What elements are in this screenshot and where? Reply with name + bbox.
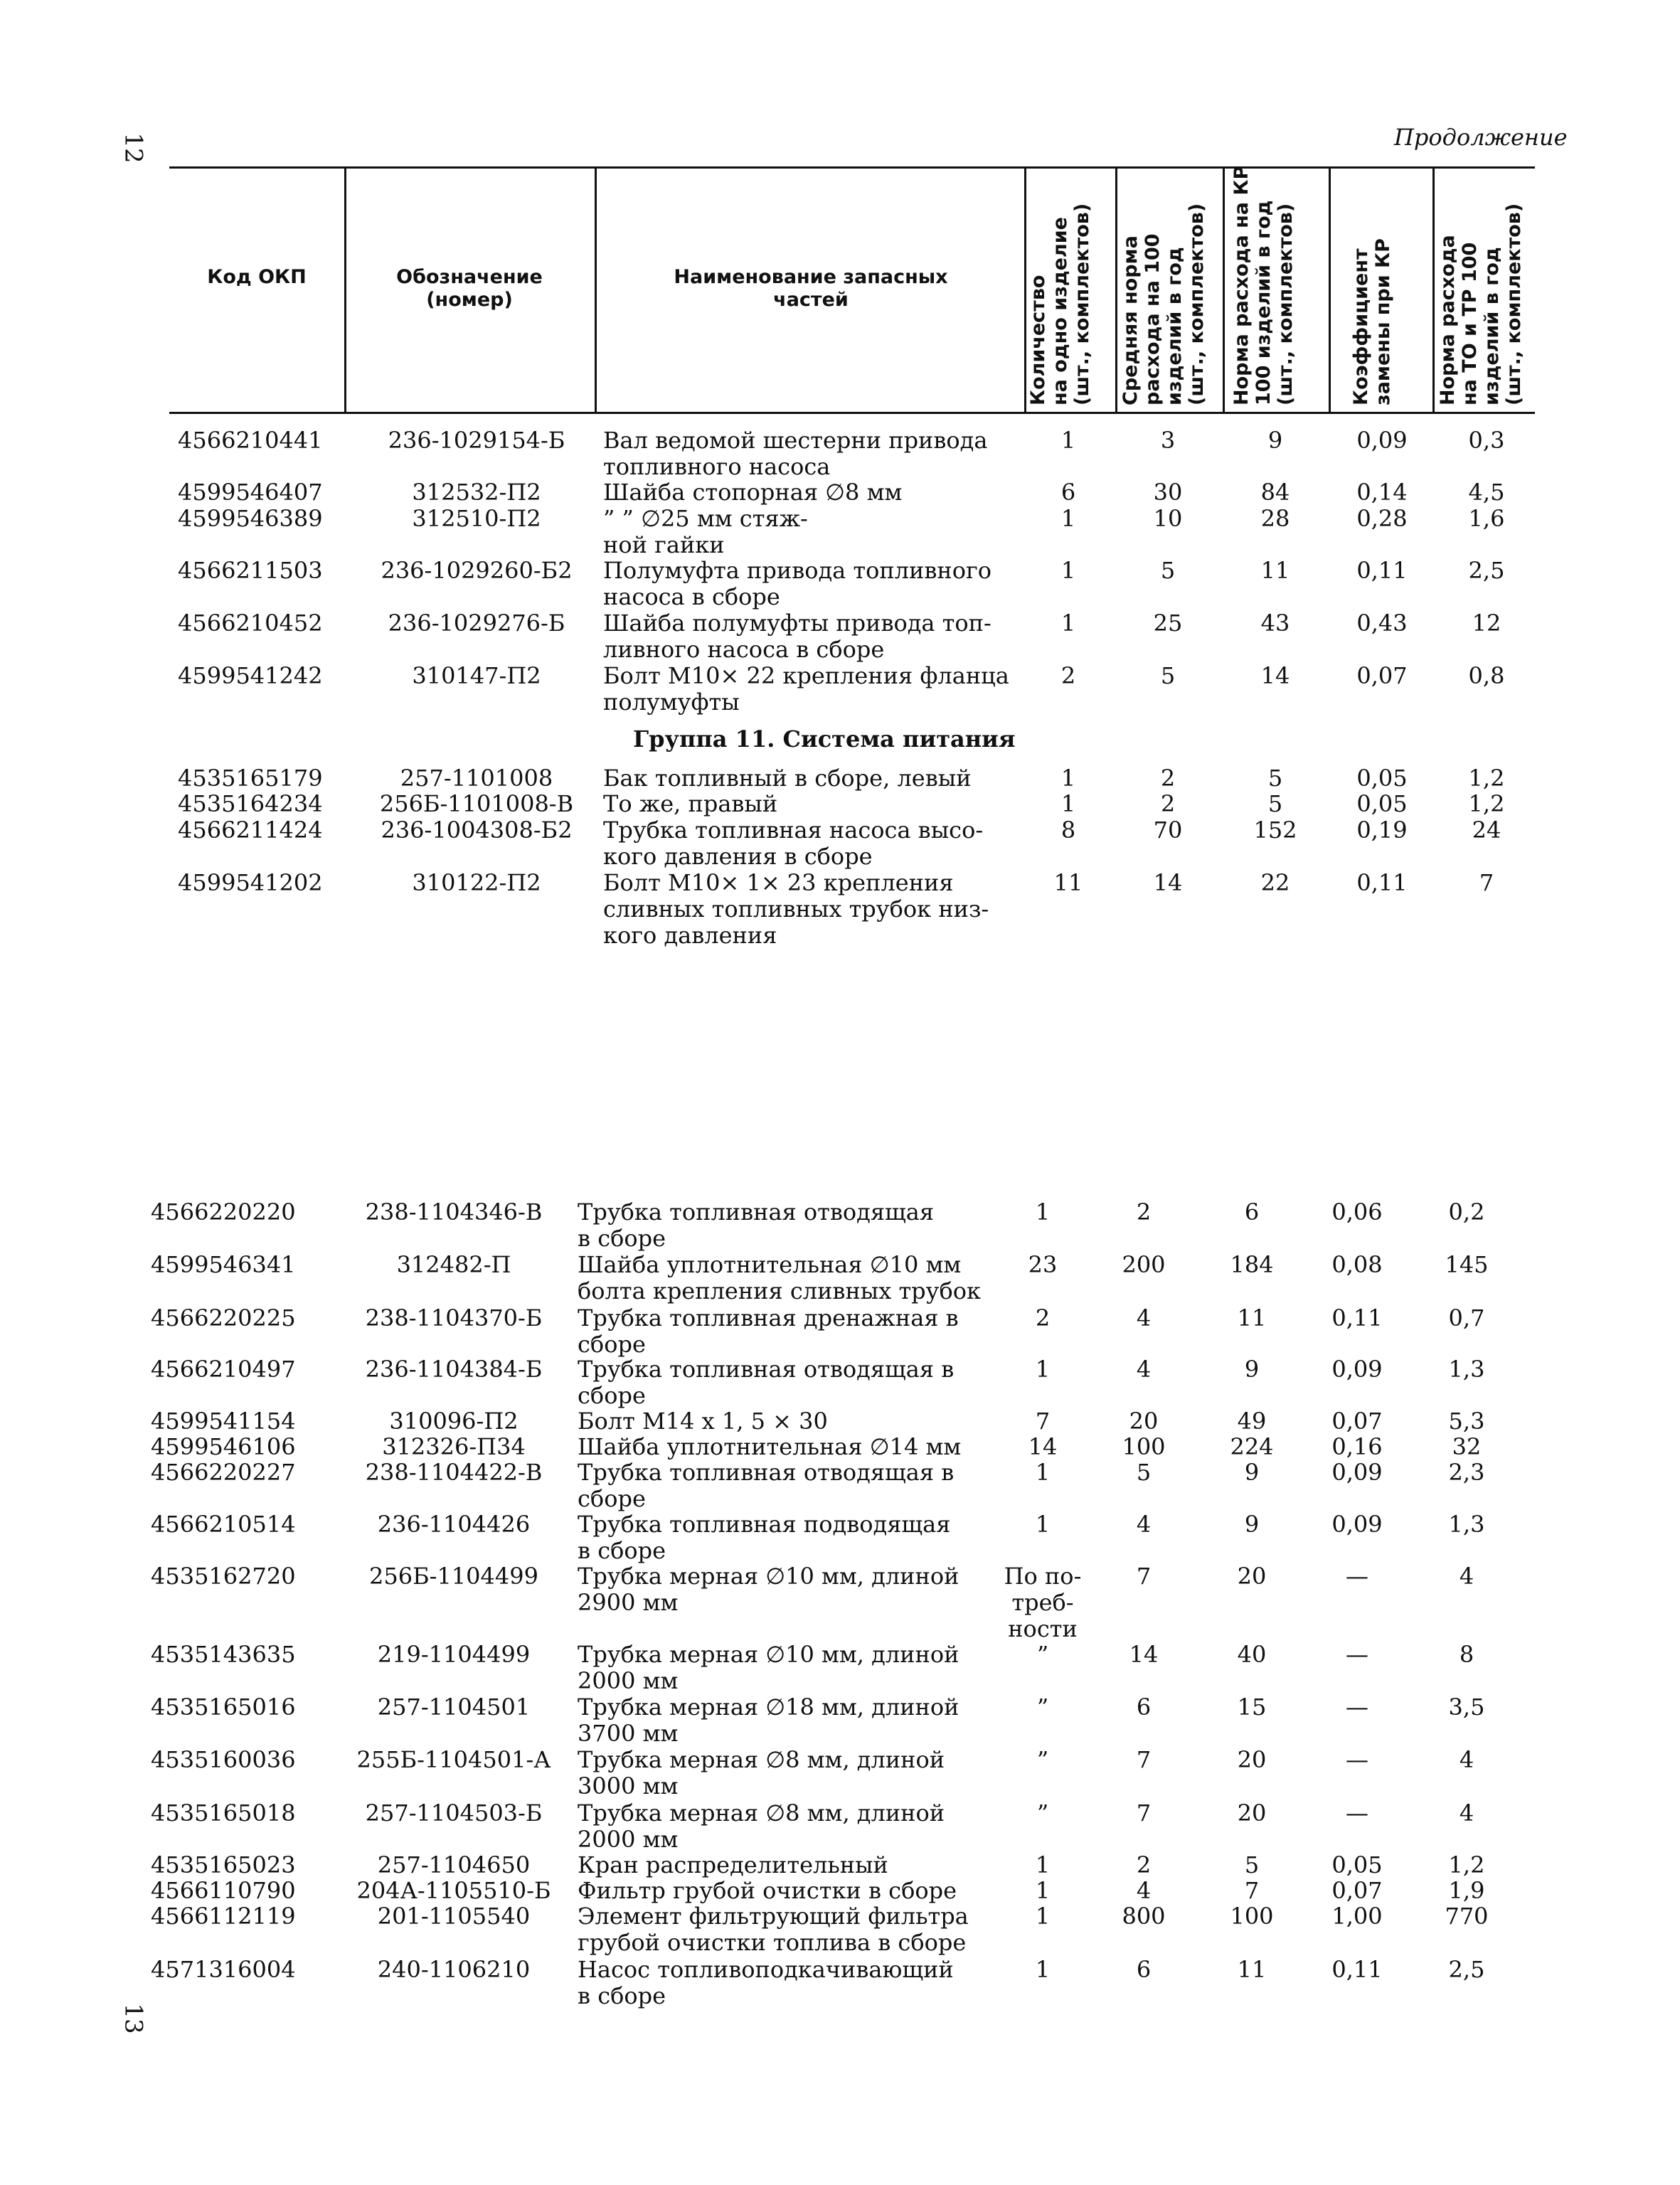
- header-line: (шт., комплектов): [1186, 203, 1208, 405]
- qty-per-unit: 1: [1060, 610, 1076, 637]
- part-name-line: 2000 мм: [578, 1667, 679, 1694]
- part-designation: 204А-1105510-Б: [356, 1877, 551, 1904]
- replace-coef: —: [1346, 1563, 1368, 1590]
- part-name-line: Насос топливоподкачивающий: [578, 1956, 954, 1983]
- kr-norm: 40: [1237, 1641, 1267, 1668]
- kr-norm: 184: [1230, 1251, 1274, 1278]
- to-norm: 0,7: [1448, 1304, 1485, 1331]
- avg-norm: 7: [1136, 1563, 1152, 1590]
- header-line: Норма расхода: [1437, 235, 1459, 405]
- part-name-line: сборе: [578, 1485, 646, 1512]
- part-name-line: сборе: [578, 1382, 646, 1409]
- part-designation: 257-1104501: [377, 1694, 531, 1721]
- okp-code: 4566112119: [151, 1903, 296, 1930]
- avg-norm: 4: [1136, 1511, 1152, 1538]
- kr-norm: 28: [1260, 505, 1290, 532]
- part-designation: 257-1104503-Б: [365, 1799, 543, 1827]
- replace-coef: 0,09: [1331, 1511, 1383, 1538]
- avg-norm: 5: [1136, 1459, 1152, 1486]
- qty-per-unit: 1: [1060, 557, 1076, 584]
- replace-coef: 0,11: [1331, 1304, 1383, 1331]
- header-kr: [1230, 166, 1297, 405]
- replace-coef: 0,11: [1356, 557, 1408, 584]
- page-number-bottom: 13: [119, 2003, 148, 2034]
- kr-norm: 49: [1237, 1408, 1267, 1435]
- qty-per-unit: 1: [1060, 790, 1076, 817]
- replace-coef: 0,05: [1331, 1851, 1383, 1878]
- to-norm: 1,2: [1448, 1851, 1485, 1878]
- avg-norm: 7: [1136, 1799, 1152, 1827]
- qty-per-unit: 1: [1035, 1511, 1051, 1538]
- header-line: 100 изделий в год: [1253, 200, 1275, 405]
- part-name-line: Шайба стопорная ∅8 мм: [603, 479, 903, 506]
- qty-per-unit: По по-: [1004, 1563, 1082, 1590]
- header-line: замены при КР: [1372, 238, 1394, 405]
- part-name-line: кого давления в сборе: [603, 843, 873, 870]
- avg-norm: 25: [1153, 610, 1183, 637]
- part-name-line: Вал ведомой шестерни привода: [603, 427, 988, 454]
- header-line: расхода на 100: [1142, 233, 1164, 405]
- kr-norm: 152: [1253, 817, 1297, 844]
- header-line: Коэффициент: [1350, 248, 1372, 405]
- to-norm: 5,3: [1448, 1408, 1485, 1435]
- part-name-line: топливного насоса: [603, 453, 831, 480]
- kr-norm: 11: [1237, 1956, 1267, 1983]
- to-norm: 3,5: [1448, 1694, 1485, 1721]
- part-name-line: полумуфты: [603, 689, 740, 716]
- qty-per-unit: ности: [1008, 1615, 1078, 1642]
- part-name-line: Шайба уплотнительная ∅10 мм: [578, 1251, 962, 1278]
- okp-code: 4599541242: [178, 662, 323, 689]
- replace-coef: 0,07: [1331, 1408, 1383, 1435]
- col-divider: [595, 166, 597, 414]
- to-norm: 0,2: [1448, 1198, 1485, 1226]
- avg-norm: 5: [1160, 557, 1176, 584]
- part-name-line: Болт М10× 22 крепления фланца: [603, 662, 1009, 689]
- qty-per-unit: 7: [1035, 1408, 1051, 1435]
- avg-norm: 200: [1122, 1251, 1166, 1278]
- to-norm: 2,5: [1448, 1956, 1485, 1983]
- qty-per-unit: 6: [1060, 479, 1076, 506]
- to-norm: 145: [1445, 1251, 1489, 1278]
- part-name-line: Трубка мерная ∅8 мм, длиной: [578, 1799, 945, 1827]
- replace-coef: 0,28: [1356, 505, 1408, 532]
- part-designation: 236-1104384-Б: [365, 1356, 543, 1383]
- part-name-line: Трубка мерная ∅8 мм, длиной: [578, 1746, 945, 1773]
- kr-norm: 9: [1244, 1356, 1260, 1383]
- avg-norm: 14: [1129, 1641, 1159, 1668]
- to-norm: 0,8: [1468, 662, 1505, 689]
- part-name-line: в сборе: [578, 1982, 666, 2009]
- to-norm: 1,3: [1448, 1356, 1485, 1383]
- to-norm: 1,2: [1468, 790, 1505, 817]
- part-designation: 310122-П2: [412, 869, 541, 896]
- header-line: Норма расхода на КР: [1230, 165, 1253, 405]
- part-designation: 236-1029276-Б: [388, 610, 565, 637]
- replace-coef: 0,05: [1356, 790, 1408, 817]
- qty-per-unit: 1: [1035, 1877, 1051, 1904]
- kr-norm: 5: [1244, 1851, 1260, 1878]
- qty-per-unit: треб-: [1011, 1589, 1074, 1616]
- part-name-line: 3000 мм: [578, 1772, 679, 1799]
- to-norm: 2,5: [1468, 557, 1505, 584]
- qty-per-unit: ”: [1036, 1694, 1049, 1721]
- qty-per-unit: 1: [1035, 1198, 1051, 1226]
- qty-per-unit: ”: [1036, 1641, 1049, 1668]
- part-designation: 312326-П34: [382, 1433, 526, 1460]
- part-designation: 257-1104650: [377, 1851, 531, 1878]
- to-norm: 8: [1459, 1641, 1474, 1668]
- part-name-line: Трубка мерная ∅18 мм, длиной: [578, 1694, 959, 1721]
- kr-norm: 11: [1260, 557, 1290, 584]
- qty-per-unit: ”: [1036, 1799, 1049, 1827]
- part-designation: 238-1104370-Б: [365, 1304, 543, 1331]
- part-name-line: Полумуфта привода топливного: [603, 557, 992, 584]
- part-name-line: Трубка мерная ∅10 мм, длиной: [578, 1641, 959, 1668]
- replace-coef: 1,00: [1331, 1903, 1383, 1930]
- to-norm: 1,9: [1448, 1877, 1485, 1904]
- to-norm: 0,3: [1468, 427, 1505, 454]
- part-name-line: ” ” ∅25 мм стяж-: [603, 505, 808, 532]
- qty-per-unit: 14: [1028, 1433, 1058, 1460]
- to-norm: 7: [1479, 869, 1494, 896]
- okp-code: 4599546407: [178, 479, 323, 506]
- part-designation: 257-1101008: [400, 765, 553, 792]
- header-line: изделий в год: [1164, 247, 1186, 405]
- kr-norm: 22: [1260, 869, 1290, 896]
- part-designation: 312532-П2: [412, 479, 541, 506]
- okp-code: 4535165179: [178, 765, 323, 792]
- avg-norm: 4: [1136, 1356, 1152, 1383]
- header-line: на ТО и ТР 100: [1459, 242, 1481, 405]
- avg-norm: 100: [1122, 1433, 1166, 1460]
- okp-code: 4566110790: [151, 1877, 296, 1904]
- kr-norm: 11: [1237, 1304, 1267, 1331]
- avg-norm: 3: [1160, 427, 1176, 454]
- part-name-line: 2900 мм: [578, 1589, 679, 1616]
- part-name-line: Болт М10× 1× 23 крепления: [603, 869, 954, 896]
- col-divider: [1115, 166, 1117, 414]
- okp-code: 4535165018: [151, 1799, 296, 1827]
- part-designation: 238-1104422-В: [365, 1459, 543, 1486]
- kr-norm: 9: [1267, 427, 1283, 454]
- avg-norm: 5: [1160, 662, 1176, 689]
- qty-per-unit: 1: [1060, 427, 1076, 454]
- part-name-line: Кран распределительный: [578, 1851, 888, 1878]
- okp-code: 4535160036: [151, 1746, 296, 1773]
- part-designation: 255Б-1104501-А: [356, 1746, 551, 1773]
- part-name-line: Трубка топливная подводящая: [578, 1511, 951, 1538]
- okp-code: 4571316004: [151, 1956, 296, 1983]
- header-coef: [1350, 238, 1394, 405]
- part-designation: 256Б-1104499: [369, 1563, 538, 1590]
- part-designation: 256Б-1101008-В: [379, 790, 574, 817]
- okp-code: 4566211503: [178, 557, 323, 584]
- replace-coef: 0,07: [1356, 662, 1408, 689]
- okp-code: 4599541202: [178, 869, 323, 896]
- avg-norm: 2: [1160, 765, 1176, 792]
- qty-per-unit: 23: [1028, 1251, 1058, 1278]
- okp-code: 4535162720: [151, 1563, 296, 1590]
- avg-norm: 14: [1153, 869, 1183, 896]
- header-qty: [1027, 203, 1093, 405]
- col-divider: [1432, 166, 1435, 414]
- qty-per-unit: 1: [1060, 505, 1076, 532]
- avg-norm: 10: [1153, 505, 1183, 532]
- to-norm: 12: [1472, 610, 1501, 637]
- avg-norm: 30: [1153, 479, 1183, 506]
- kr-norm: 20: [1237, 1746, 1267, 1773]
- to-norm: 4: [1459, 1746, 1474, 1773]
- okp-code: 4566220227: [151, 1459, 296, 1486]
- to-norm: 32: [1452, 1433, 1482, 1460]
- group-title: Группа 11. Система питания: [633, 725, 1016, 753]
- replace-coef: 0,05: [1356, 765, 1408, 792]
- header-line: (шт., комплектов): [1071, 203, 1093, 405]
- avg-norm: 4: [1136, 1877, 1152, 1904]
- avg-norm: 2: [1136, 1198, 1152, 1226]
- part-designation: 236-1029154-Б: [388, 427, 565, 454]
- part-name-line: кого давления: [603, 922, 777, 949]
- part-name-line: 2000 мм: [578, 1826, 679, 1853]
- okp-code: 4535165016: [151, 1694, 296, 1721]
- okp-code: 4599541154: [151, 1408, 296, 1435]
- replace-coef: 0,09: [1331, 1356, 1383, 1383]
- kr-norm: 14: [1260, 662, 1290, 689]
- header-line: изделий в год: [1481, 247, 1503, 405]
- to-norm: 4: [1459, 1799, 1474, 1827]
- qty-per-unit: 1: [1060, 765, 1076, 792]
- part-name-line: Шайба полумуфты привода топ-: [603, 610, 991, 637]
- okp-code: 4599546389: [178, 505, 323, 532]
- part-name-line: 3700 мм: [578, 1720, 679, 1747]
- part-name-line: сборе: [578, 1331, 646, 1358]
- avg-norm: 7: [1136, 1746, 1152, 1773]
- kr-norm: 43: [1260, 610, 1290, 637]
- to-norm: 770: [1445, 1903, 1489, 1930]
- part-name-line: ливного насоса в сборе: [603, 636, 885, 663]
- to-norm: 4,5: [1468, 479, 1505, 506]
- to-norm: 4: [1459, 1563, 1474, 1590]
- part-name-line: ной гайки: [603, 531, 725, 558]
- qty-per-unit: ”: [1036, 1746, 1049, 1773]
- part-designation: 312510-П2: [412, 505, 541, 532]
- avg-norm: 70: [1153, 817, 1183, 844]
- col-divider: [1223, 166, 1225, 414]
- to-norm: 2,3: [1448, 1459, 1485, 1486]
- part-name-line: в сборе: [578, 1537, 666, 1564]
- qty-per-unit: 1: [1035, 1851, 1051, 1878]
- header-to: [1437, 203, 1525, 405]
- col-divider: [1024, 166, 1026, 414]
- kr-norm: 5: [1267, 765, 1283, 792]
- part-name-line: То же, правый: [603, 790, 778, 817]
- kr-norm: 9: [1244, 1459, 1260, 1486]
- header-line: Средняя норма: [1120, 235, 1142, 405]
- replace-coef: 0,16: [1331, 1433, 1383, 1460]
- kr-norm: 9: [1244, 1511, 1260, 1538]
- qty-per-unit: 11: [1053, 869, 1083, 896]
- replace-coef: 0,08: [1331, 1251, 1383, 1278]
- part-name-line: Трубка топливная насоса высо-: [603, 817, 984, 844]
- okp-code: 4566220225: [151, 1304, 296, 1331]
- header-name: Наименование запасных частей: [674, 266, 948, 311]
- part-name-line: Трубка мерная ∅10 мм, длиной: [578, 1563, 959, 1590]
- kr-norm: 20: [1237, 1563, 1267, 1590]
- okp-code: 4566211424: [178, 817, 323, 844]
- to-norm: 1,2: [1468, 765, 1505, 792]
- replace-coef: —: [1346, 1641, 1368, 1668]
- replace-coef: 0,06: [1331, 1198, 1383, 1226]
- part-designation: 236-1029260-Б2: [381, 557, 573, 584]
- part-designation: 219-1104499: [377, 1641, 531, 1668]
- to-norm: 24: [1472, 817, 1501, 844]
- part-designation: 310147-П2: [412, 662, 541, 689]
- part-name-line: Элемент фильтрующий фильтра: [578, 1903, 969, 1930]
- qty-per-unit: 1: [1035, 1903, 1051, 1930]
- part-name-line: насоса в сборе: [603, 583, 780, 610]
- replace-coef: 0,19: [1356, 817, 1408, 844]
- part-name-line: Фильтр грубой очистки в сборе: [578, 1877, 957, 1904]
- okp-code: 4535164234: [178, 790, 323, 817]
- okp-code: 4566210514: [151, 1511, 296, 1538]
- header-line: (шт., комплектов): [1503, 203, 1525, 405]
- qty-per-unit: 2: [1035, 1304, 1051, 1331]
- replace-coef: 0,11: [1356, 869, 1408, 896]
- part-name-line: сливных топливных трубок низ-: [603, 895, 989, 923]
- part-designation: 240-1106210: [377, 1956, 531, 1983]
- part-designation: 236-1104426: [377, 1511, 531, 1538]
- avg-norm: 2: [1160, 790, 1176, 817]
- avg-norm: 4: [1136, 1304, 1152, 1331]
- header-okp: Код ОКП: [207, 266, 307, 288]
- kr-norm: 15: [1237, 1694, 1267, 1721]
- col-divider: [1329, 166, 1331, 414]
- part-designation: 312482-П: [396, 1251, 511, 1278]
- avg-norm: 20: [1129, 1408, 1159, 1435]
- header-line: (шт., комплектов): [1275, 203, 1297, 405]
- okp-code: 4566210441: [178, 427, 323, 454]
- continuation-label: Продолжение: [1394, 124, 1568, 151]
- avg-norm: 800: [1122, 1903, 1166, 1930]
- part-designation: 236-1004308-Б2: [381, 817, 573, 844]
- avg-norm: 2: [1136, 1851, 1152, 1878]
- header-designation: Обозначение (номер): [396, 266, 543, 311]
- qty-per-unit: 2: [1060, 662, 1076, 689]
- replace-coef: 0,09: [1331, 1459, 1383, 1486]
- to-norm: 1,6: [1468, 505, 1505, 532]
- replace-coef: —: [1346, 1694, 1368, 1721]
- part-name-line: Трубка топливная отводящая в: [578, 1356, 955, 1383]
- part-name-line: Трубка топливная отводящая в: [578, 1459, 955, 1486]
- part-name-line: болта крепления сливных трубок: [578, 1277, 981, 1304]
- header-line: Количество: [1027, 275, 1049, 405]
- replace-coef: 0,09: [1356, 427, 1408, 454]
- part-designation: 201-1105540: [377, 1903, 531, 1930]
- qty-per-unit: 1: [1035, 1459, 1051, 1486]
- okp-code: 4566220220: [151, 1198, 296, 1226]
- okp-code: 4566210497: [151, 1356, 296, 1383]
- part-name-line: Болт М14 х 1, 5 × 30: [578, 1408, 828, 1435]
- okp-code: 4599546341: [151, 1251, 296, 1278]
- qty-per-unit: 8: [1060, 817, 1076, 844]
- kr-norm: 5: [1267, 790, 1283, 817]
- part-designation: 238-1104346-В: [365, 1198, 543, 1226]
- kr-norm: 84: [1260, 479, 1290, 506]
- header-avg: [1120, 203, 1208, 405]
- replace-coef: 0,14: [1356, 479, 1408, 506]
- kr-norm: 20: [1237, 1799, 1267, 1827]
- replace-coef: —: [1346, 1799, 1368, 1827]
- header-line: на одно изделие: [1049, 217, 1071, 405]
- part-name-line: Бак топливный в сборе, левый: [603, 765, 972, 792]
- part-name-line: в сборе: [578, 1225, 666, 1252]
- qty-per-unit: 1: [1035, 1956, 1051, 1983]
- part-name-line: Шайба уплотнительная ∅14 мм: [578, 1433, 962, 1460]
- qty-per-unit: 1: [1035, 1356, 1051, 1383]
- kr-norm: 7: [1244, 1877, 1260, 1904]
- part-name-line: Трубка топливная дренажная в: [578, 1304, 959, 1331]
- replace-coef: 0,07: [1331, 1877, 1383, 1904]
- kr-norm: 224: [1230, 1433, 1274, 1460]
- avg-norm: 6: [1136, 1694, 1152, 1721]
- okp-code: 4535143635: [151, 1641, 296, 1668]
- part-name-line: грубой очистки топлива в сборе: [578, 1929, 967, 1956]
- replace-coef: 0,11: [1331, 1956, 1383, 1983]
- okp-code: 4535165023: [151, 1851, 296, 1878]
- part-name-line: Трубка топливная отводящая: [578, 1198, 935, 1226]
- okp-code: 4566210452: [178, 610, 323, 637]
- part-designation: 310096-П2: [389, 1408, 519, 1435]
- replace-coef: 0,43: [1356, 610, 1408, 637]
- okp-code: 4599546106: [151, 1433, 296, 1460]
- col-divider: [344, 166, 346, 414]
- page-number-top: 12: [119, 132, 148, 164]
- kr-norm: 6: [1244, 1198, 1260, 1226]
- to-norm: 1,3: [1448, 1511, 1485, 1538]
- kr-norm: 100: [1230, 1903, 1274, 1930]
- avg-norm: 6: [1136, 1956, 1152, 1983]
- replace-coef: —: [1346, 1746, 1368, 1773]
